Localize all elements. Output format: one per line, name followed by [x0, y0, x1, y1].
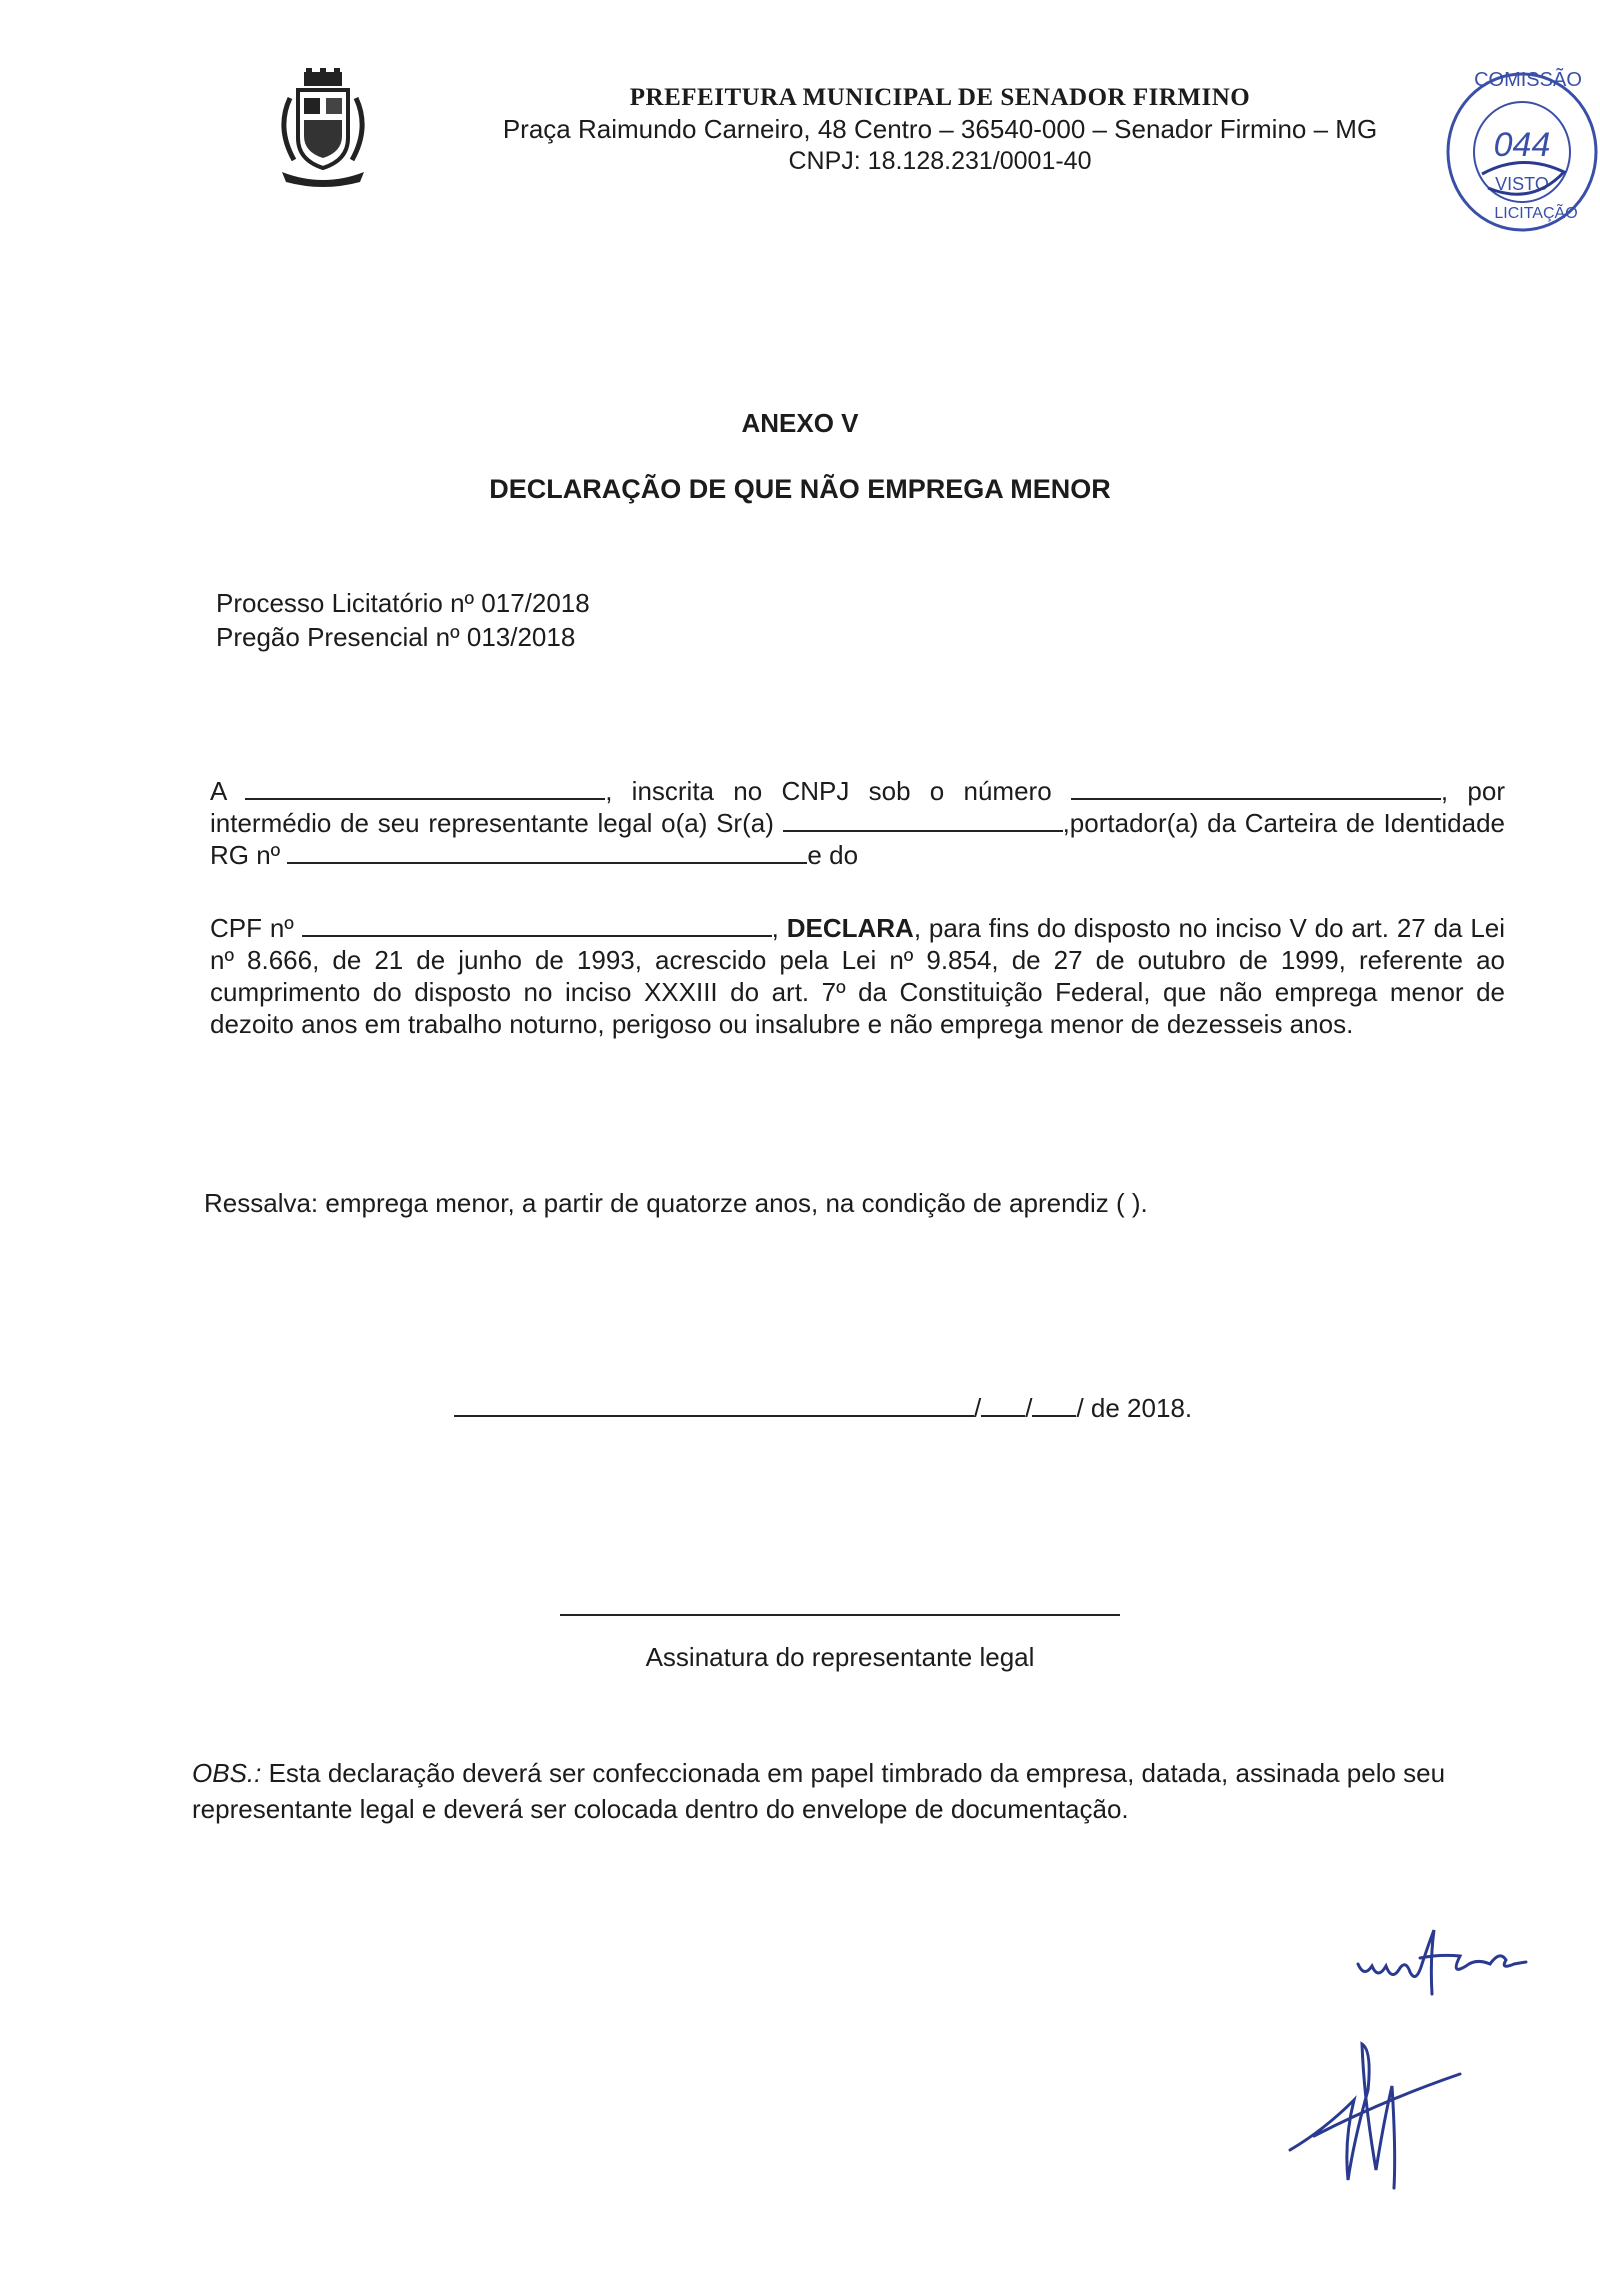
svg-text:044: 044 [1493, 126, 1551, 164]
handwritten-initials [1350, 1920, 1530, 2000]
declaration-paragraph-2 [210, 912, 1505, 1040]
text-segment: , por intermédio de seu representante legal o(a) Sr(a) [210, 776, 1505, 838]
letterhead [460, 84, 1420, 176]
obs-label: OBS.: [192, 1758, 262, 1788]
declara-keyword: DECLARA [786, 913, 914, 943]
org-name: PREFEITURA MUNICIPAL DE SENADOR FIRMINO [629, 84, 1251, 111]
cpf-blank[interactable] [302, 915, 772, 937]
cnpj-blank[interactable] [1071, 778, 1441, 800]
text-segment: , [771, 913, 779, 943]
text-segment: , para fins do disposto no inciso V do art. 27 da Lei nº 8.666, de 21 de junho de 1993, acrescido pela Lei nº 9.854, de 27 de outubro de 1999, referente ao cumprimento do disposto no inciso XXXIII do art. 7º da Constituição Federal, que não emprega menor de dezoito anos em trabalho noturno, perigoso ou insalubre e não emprega menor de dezesseis anos. [210, 913, 1506, 1039]
observation-note [192, 1755, 1492, 1827]
representative-name-blank[interactable] [783, 810, 1063, 832]
company-name-blank[interactable] [245, 778, 605, 800]
org-address: Praça Raimundo Carneiro, 48 Centro – 36540-000 – Senador Firmino – MG [502, 114, 1378, 144]
svg-text:LICITAÇÃO: LICITAÇÃO [1494, 205, 1578, 222]
day-blank[interactable] [981, 1395, 1025, 1417]
handwritten-signature [1284, 2040, 1464, 2190]
svg-text:COMISSÃO: COMISSÃO [1474, 69, 1582, 91]
commission-stamp [1436, 56, 1600, 234]
annex-title: ANEXO V [741, 408, 859, 438]
text-segment: e do [807, 840, 859, 870]
text-segment: A [210, 776, 226, 806]
svg-text:VISTO: VISTO [1495, 174, 1549, 194]
obs-text: Esta declaração deverá ser confeccionada em papel timbrado da empresa, datada, assinada pelo seu representante legal e deverá ser colocada dentro do envelope de documentação. [192, 1758, 1446, 1824]
text-segment: ,portador(a) da Carteira de Identidade RG nº [210, 808, 1505, 870]
rg-number-blank[interactable] [287, 842, 807, 864]
auction-number: Pregão Presencial nº 013/2018 [216, 622, 576, 652]
place-date-line [454, 1393, 1192, 1424]
ressalva-clause: Ressalva: emprega menor, a partir de quatorze anos, na condição de aprendiz ( ). [204, 1188, 1148, 1218]
coat-of-arms-icon [268, 68, 378, 188]
year-text: / de 2018. [1076, 1393, 1193, 1423]
signature-label: Assinatura do representante legal [645, 1642, 1035, 1672]
month-blank[interactable] [1032, 1395, 1076, 1417]
declaration-paragraph-1 [210, 775, 1505, 871]
place-blank[interactable] [454, 1395, 974, 1417]
text-segment: CPF nº [210, 913, 294, 943]
process-info [216, 586, 590, 654]
org-cnpj: CNPJ: 18.128.231/0001-40 [788, 147, 1092, 175]
declaration-title: DECLARAÇÃO DE QUE NÃO EMPREGA MENOR [489, 474, 1111, 504]
signature-line[interactable] [560, 1614, 1120, 1616]
date-separator: / [1025, 1393, 1033, 1423]
date-separator: / [974, 1393, 982, 1423]
text-segment: , inscrita no CNPJ sob o número [605, 776, 1052, 806]
process-number: Processo Licitatório nº 017/2018 [216, 588, 590, 618]
